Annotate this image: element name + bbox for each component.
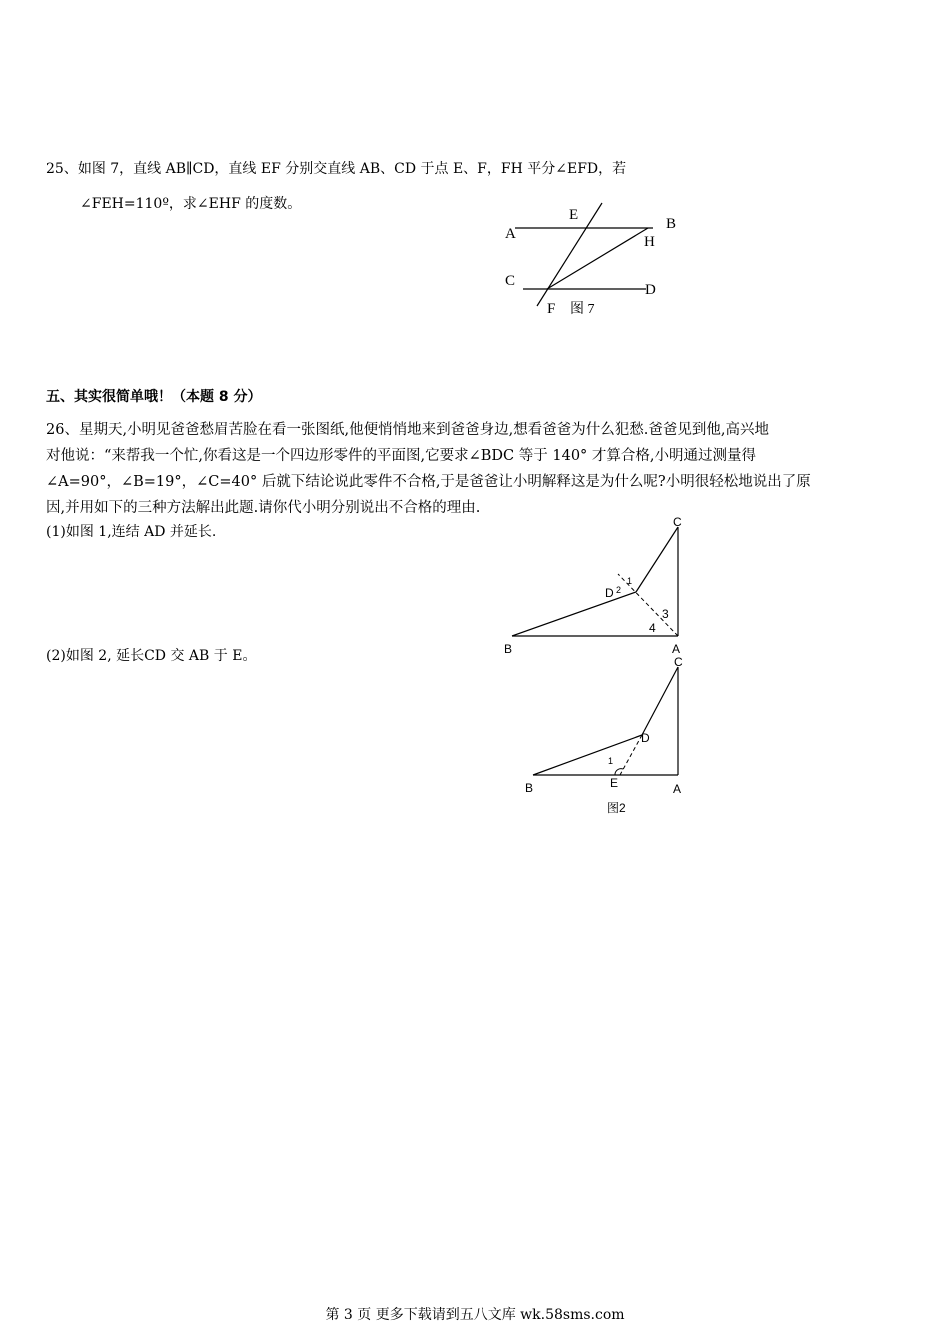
fig2-label-c: C (674, 655, 683, 669)
fig2-caption: 图2 (607, 801, 626, 815)
figure-2-lines (515, 655, 715, 825)
fig1-label-d: D (605, 586, 614, 600)
fig2-label-d: D (641, 731, 650, 745)
label-d: D (645, 282, 656, 298)
page-footer: 第 3 页 更多下载请到五八文库 wk.58sms.com (325, 1307, 625, 1323)
figure-7-lines (495, 200, 695, 330)
fig1-angle-1: 1 (627, 576, 633, 586)
fig2-angle-1: 1 (608, 756, 614, 766)
fig1-angle-2: 2 (616, 585, 622, 595)
segment-cd (642, 667, 678, 735)
fig2-label-b: B (525, 781, 534, 795)
fig2-label-a: A (673, 782, 682, 796)
figure-7 (495, 200, 695, 330)
figure-2 (515, 655, 715, 825)
fig1-label-b: B (504, 642, 513, 656)
label-h: H (644, 234, 655, 250)
q25-line1: 25、如图 7，直线 AB∥CD，直线 EF 分别交直线 AB、CD 于点 E、F，FH 平分∠EFD，若 (46, 161, 627, 177)
q26-line1: 26、星期天,小明见爸爸愁眉苦脸在看一张图纸,他便悄悄地来到爸爸身边,想看爸爸为什么犯愁.爸爸见到他,高兴地 (46, 422, 769, 438)
fig1-label-c: C (673, 515, 682, 529)
segment-db (533, 735, 642, 775)
section-heading: 五、其实很简单哦！（本题 8 分） (46, 389, 262, 405)
fig2-label-e: E (610, 776, 619, 790)
label-c: C (505, 273, 516, 289)
segment-de-extended (620, 735, 642, 775)
label-e: E (569, 207, 579, 223)
label-b: B (666, 216, 677, 232)
fig1-label-a: A (672, 642, 681, 656)
figure-7-caption: 图 7 (570, 302, 595, 317)
figure-1 (500, 515, 700, 665)
q26-line2: 对他说：“来帮我一个忙,你看这是一个四边形零件的平面图,它要求∠BDC 等于 140° 才算合格,小明通过测量得 (46, 448, 757, 464)
q25-line2: ∠FEH=110º，求∠EHF 的度数。 (80, 196, 302, 212)
segment-db (512, 592, 636, 636)
line-fh (547, 228, 648, 289)
q26-line4: 因,并用如下的三种方法解出此题.请你代小明分别说出不合格的理由. (46, 500, 481, 516)
label-a: A (505, 226, 516, 242)
fig1-angle-4: 4 (649, 621, 656, 635)
segment-cd (636, 527, 678, 592)
label-f: F (547, 301, 556, 317)
q26-line3: ∠A=90°，∠B=19°，∠C=40° 后就下结论说此零件不合格,于是爸爸让小明解释这是为什么呢?小明很轻松地说出了原 (46, 474, 811, 490)
figure-1-lines (500, 515, 700, 665)
q26-part1: (1)如图 1,连结 AD 并延长. (46, 524, 217, 540)
q26-paragraph (46, 417, 904, 521)
q26-part2: (2)如图 2, 延长CD 交 AB 于 E。 (46, 648, 257, 664)
fig1-angle-3: 3 (662, 607, 669, 621)
